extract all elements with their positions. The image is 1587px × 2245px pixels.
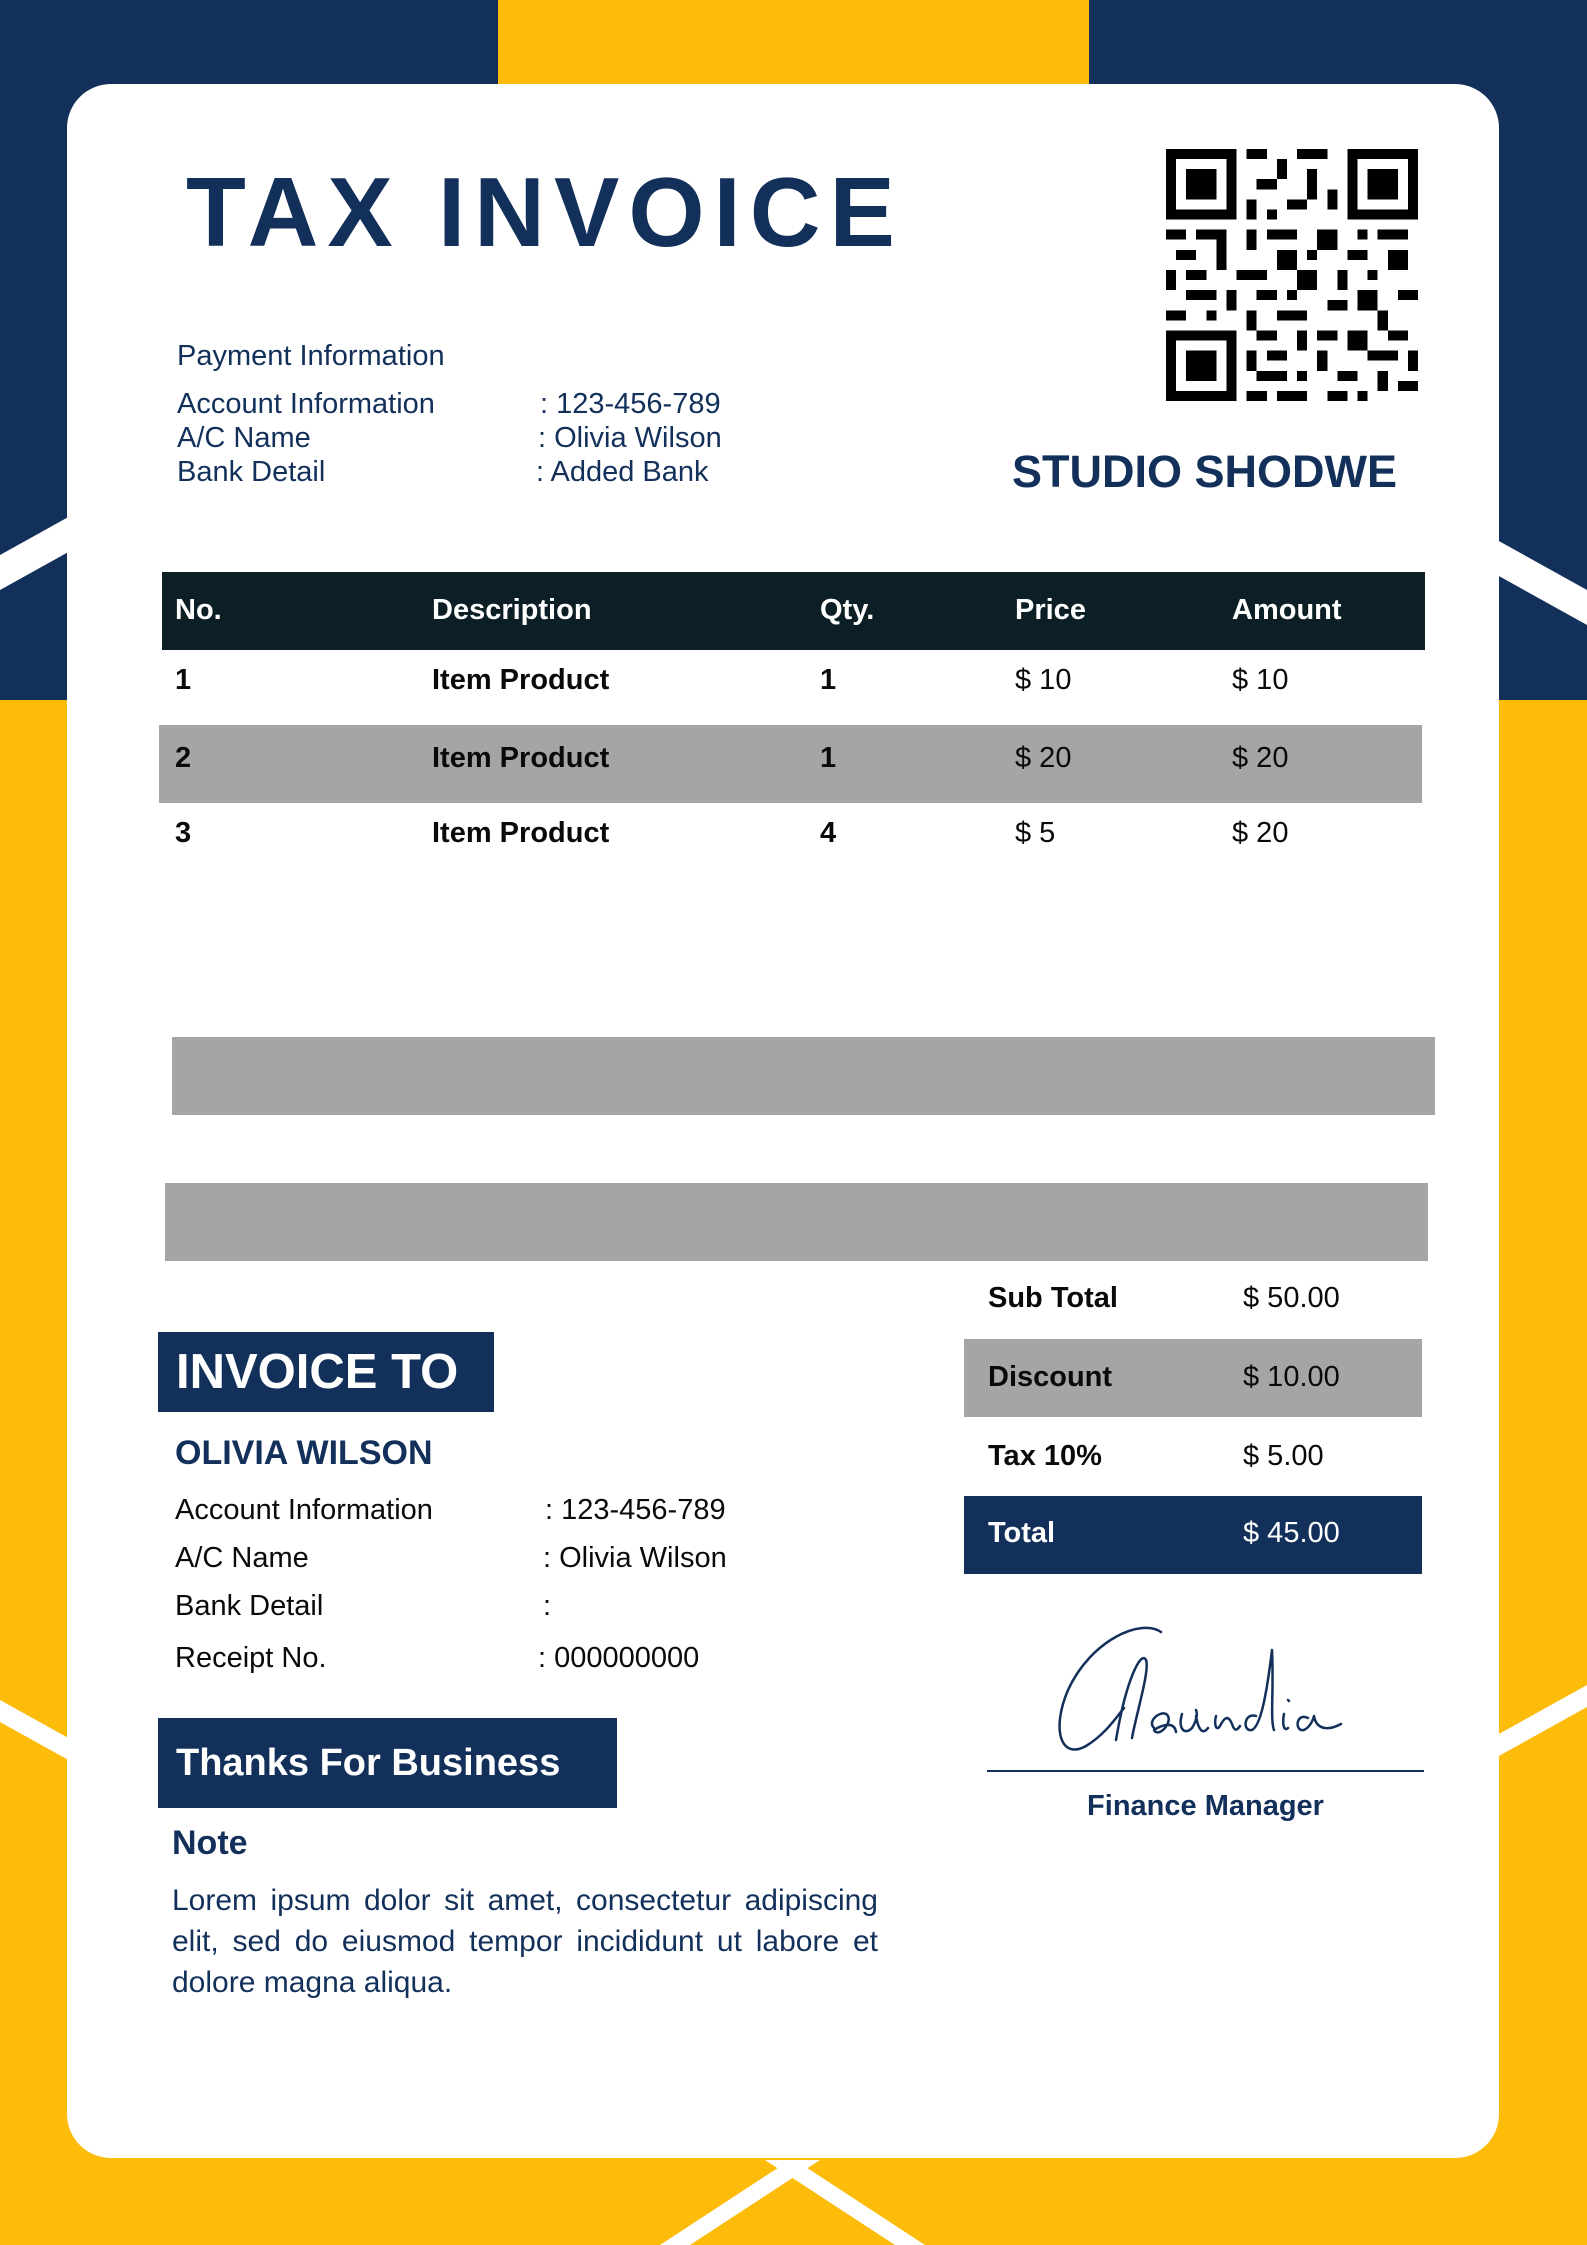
client-name: OLIVIA WILSON — [175, 1434, 433, 1472]
cell-no: 3 — [175, 817, 192, 849]
tax-label: Tax 10% — [988, 1440, 1102, 1472]
qr-code-icon — [1166, 149, 1418, 401]
signature-title: Finance Manager — [1087, 1790, 1324, 1822]
column-header-description: Description — [432, 594, 592, 626]
cell-no: 1 — [175, 664, 192, 696]
client-label: Bank Detail — [175, 1590, 324, 1622]
cell-amount: $ 10 — [1232, 664, 1289, 696]
cell-amount: $ 20 — [1232, 742, 1289, 774]
column-header-amount: Amount — [1232, 594, 1342, 626]
discount-value: $ 10.00 — [1243, 1361, 1340, 1393]
table-header — [162, 572, 1425, 650]
client-label: Account Information — [175, 1494, 433, 1526]
note-heading: Note — [172, 1824, 248, 1862]
client-value: : — [543, 1590, 552, 1622]
cell-description: Item Product — [432, 742, 610, 774]
cell-qty: 1 — [820, 664, 837, 696]
client-value: : Olivia Wilson — [543, 1542, 727, 1574]
total-value: $ 45.00 — [1243, 1517, 1340, 1549]
cell-no: 2 — [175, 742, 192, 774]
subtotal-label: Sub Total — [988, 1282, 1118, 1314]
signature-icon — [1046, 1620, 1346, 1766]
payment-info-heading: Payment Information — [177, 340, 445, 372]
cell-amount: $ 20 — [1232, 817, 1289, 849]
company-name: STUDIO SHODWE — [1012, 446, 1398, 497]
payment-label: Bank Detail — [177, 456, 326, 488]
column-header-qty: Qty. — [820, 594, 875, 626]
total-label: Total — [988, 1517, 1056, 1549]
cell-price: $ 20 — [1015, 742, 1072, 774]
subtotal-value: $ 50.00 — [1243, 1282, 1340, 1314]
payment-label: Account Information — [177, 388, 435, 420]
tax-value: $ 5.00 — [1243, 1440, 1324, 1472]
cell-description: Item Product — [432, 817, 610, 849]
invoice-title: TAX INVOICE — [186, 157, 904, 267]
discount-label: Discount — [988, 1361, 1113, 1393]
cell-description: Item Product — [432, 664, 610, 696]
empty-row-bar — [165, 1183, 1428, 1261]
payment-label: A/C Name — [177, 422, 311, 454]
column-header-price: Price — [1015, 594, 1086, 626]
payment-value: : Olivia Wilson — [538, 422, 722, 454]
cell-qty: 1 — [820, 742, 837, 774]
payment-value: : 123-456-789 — [540, 388, 721, 420]
client-value: : 123-456-789 — [545, 1494, 726, 1526]
signature-line — [987, 1770, 1424, 1772]
thanks-banner: Thanks For Business — [158, 1718, 617, 1808]
client-value: : 000000000 — [538, 1642, 700, 1674]
cell-price: $ 10 — [1015, 664, 1072, 696]
empty-row-bar — [172, 1037, 1435, 1115]
payment-value: : Added Bank — [536, 456, 709, 488]
cell-qty: 4 — [820, 817, 837, 849]
column-header-no: No. — [175, 594, 222, 626]
client-label: A/C Name — [175, 1542, 309, 1574]
cell-price: $ 5 — [1015, 817, 1056, 849]
invoice-to-heading: INVOICE TO — [158, 1332, 494, 1412]
note-body: Lorem ipsum dolor sit amet, consectetur adipiscing elit, sed do eiusmod tempor incididunt ut labore et dolore magna aliqua. — [172, 1884, 878, 1999]
client-label: Receipt No. — [175, 1642, 327, 1674]
